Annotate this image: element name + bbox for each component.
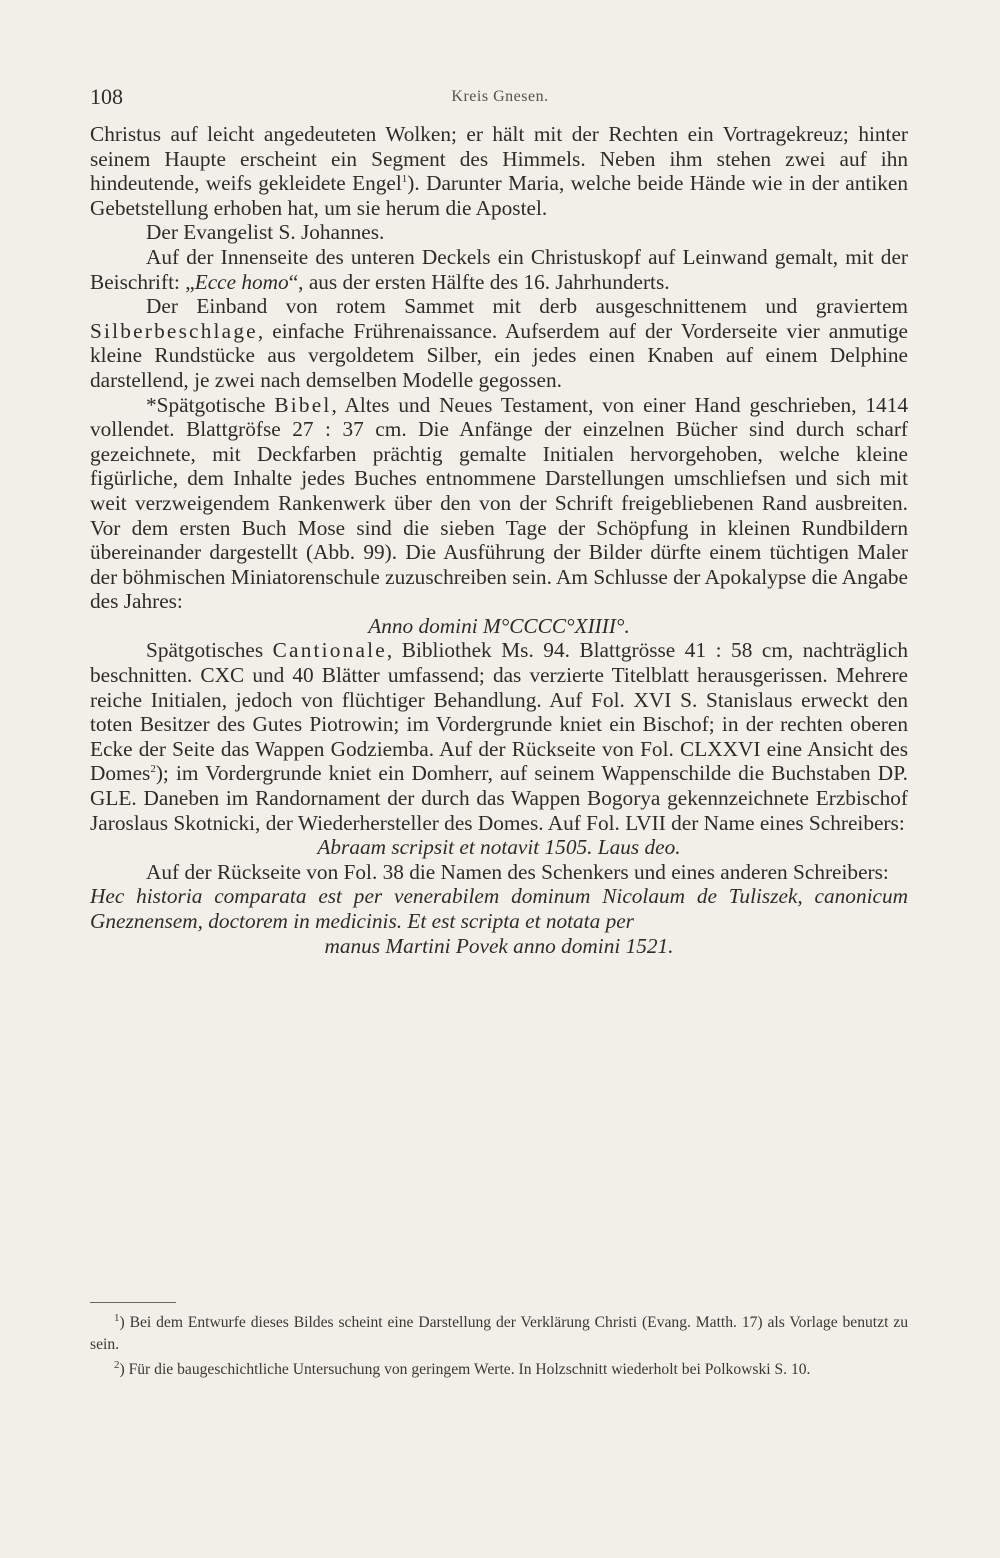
main-text (90, 122, 908, 958)
inscription-2: Abraam scripsit et notavit 1505. Laus deo. (317, 835, 681, 860)
paragraph-3: Auf der Innenseite des unteren Deckels ein Christuskopf auf Leinwand gemalt, mit der Beischrift: „Ecce homo“, aus der ersten Hälfte des 16. Jahrhunderts. (90, 244, 908, 294)
paragraph-7: Auf der Rückseite von Fol. 38 die Namen des Schenkers und eines anderen Schreibers: (146, 859, 889, 884)
paragraph-2: Der Evangelist S. Johannes. (146, 220, 385, 245)
paragraph-4: Der Einband von rotem Sammet mit derb ausgeschnittenem und graviertem Silberbeschlage, einfache Frührenaissance. Aufserdem auf der Vorderseite vier anmutige kleine Rundstücke aus vergoldetem Silber, ein jedes einen Knaben auf einem Delphine darstellend, je zwei nach demselben Modelle gegossen. (90, 294, 908, 392)
inscription-3: Hec historia comparata est per venerabilem dominum Nicolaum de Tuliszek, canonicum Gneznensem, doctorem in medicinis. Et est scripta et notata per manus Martini Povek anno domini 1521. (90, 884, 908, 958)
footnote-1: $^1$) Bei dem Entwurfe dieses Bildes scheint eine Darstellung der Verklärung Christi (Evang. Matth. 17) als Vorlage benutzt zu sein. (90, 1311, 908, 1353)
page-number: 108 (90, 84, 123, 109)
paragraph-1: Christus auf leicht angedeuteten Wolken; er hält mit der Rechten ein Vortragekreuz; hinter seinem Haupte erscheint ein Segment des Himmels. Neben ihm stehen zwei auf ihn hindeutende, weifs gekleidete Engel$^1$). Darunter Maria, welche beide Hände wie in der antiken Gebetstellung erhoben hat, um sie herum die Apostel. (90, 122, 908, 220)
page-header (90, 84, 910, 114)
paragraph-6: Spätgotisches Cantionale, Bibliothek Ms. 94. Blattgrösse 41 : 58 cm, nachträglich beschnitten. CXC und 40 Blätter umfassend; das verzierte Titelblatt herausgerissen. Mehrere reiche Initialen, jedoch von flüchtiger Behandlung. Auf Fol. XVI S. Stanislaus erweckt den toten Besitzer des Gutes Piotrowin; im Vordergrunde kniet ein Bischof; in der rechten oberen Ecke der Seite das Wappen Godziemba. Auf der Rückseite von Fol. CLXXVI eine Ansicht des Domes$^2$); im Vordergrunde kniet ein Domherr, auf seinem Wappenschilde die Buchstaben DP. GLE. Daneben im Randornament der durch das Wappen Bogorya gekennzeichnete Erzbischof Jaroslaus Skotnicki, der Wiederhersteller des Domes. Auf Fol. LVII der Name eines Schreibers: (90, 638, 908, 835)
footnote-ref-1: 1 (401, 173, 408, 186)
running-head: Kreis Gnesen. (451, 88, 549, 105)
inscription-1: Anno domini M°CCCC°XIIII°. (368, 613, 630, 638)
footnote-ref-2: 2 (150, 763, 156, 776)
footnote-separator (90, 1302, 176, 1303)
footnote-2: $^2$) Für die baugeschichtliche Untersuchung von geringem Werte. In Holzschnitt wiederholt bei Polkowski S. 10. (114, 1358, 811, 1378)
footnotes (90, 1312, 908, 1384)
paragraph-5: *Spätgotische Bibel, Altes und Neues Testament, von einer Hand geschrieben, 1414 vollendet. Blattgröfse 27 : 37 cm. Die Anfänge der einzelnen Bücher sind durch scharf gezeichnete, mit Deckfarben prächtig gemalte Initialen hervorgehoben, welche kleine figürliche, dem Inhalte jedes Buches entnommene Darstellungen umschliefsen und sich mit weit verzweigendem Rankenwerk über den von der Schrift freigebliebenen Rand ausbreiten. Vor dem ersten Buch Mose sind die sieben Tage der Schöpfung in kleinen Rundbildern übereinander dargestellt (Abb. 99). Die Ausführung der Bilder dürfte einem tüchtigen Maler der böhmischen Miniatorenschule zuzuschreiben sein. Am Schlusse der Apokalypse die Angabe des Jahres: (90, 392, 908, 614)
